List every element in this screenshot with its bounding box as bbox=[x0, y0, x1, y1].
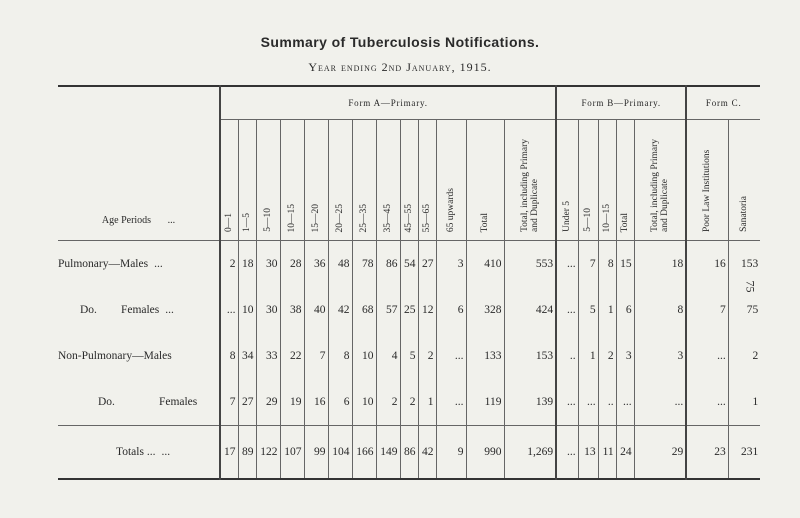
table-cell: 149 bbox=[376, 426, 400, 480]
column-header-label: 5—10 bbox=[583, 208, 594, 232]
column-header bbox=[634, 120, 686, 241]
table-cell: 8 bbox=[598, 241, 616, 288]
form-b-header: Form B—Primary. bbox=[556, 86, 686, 120]
column-header-label: Total, including Primary and Duplicate bbox=[519, 138, 540, 232]
column-header-label: 10—15 bbox=[602, 203, 613, 232]
column-header bbox=[466, 120, 504, 241]
table-cell: 86 bbox=[400, 426, 418, 480]
table-cell: 22 bbox=[280, 333, 304, 379]
table-cell: 3 bbox=[634, 333, 686, 379]
table-cell: 153 bbox=[728, 241, 760, 288]
group-header-row bbox=[58, 86, 760, 120]
column-header-label: 15—20 bbox=[311, 203, 321, 232]
table-cell: 7 bbox=[304, 333, 328, 379]
table-cell: 89 bbox=[238, 426, 256, 480]
column-header bbox=[578, 120, 598, 241]
column-header bbox=[598, 120, 616, 241]
table-cell: 139 bbox=[504, 379, 556, 426]
column-header-label: 1—5 bbox=[242, 213, 252, 232]
table-cell: 10 bbox=[352, 379, 376, 426]
column-header bbox=[220, 120, 238, 241]
table-cell: 5 bbox=[578, 287, 598, 333]
table-cell: 7 bbox=[686, 287, 728, 333]
table-cell: 27 bbox=[238, 379, 256, 426]
page-number: 75 bbox=[743, 280, 758, 293]
column-header bbox=[728, 120, 760, 241]
table-cell: 42 bbox=[418, 426, 436, 480]
column-header bbox=[376, 120, 400, 241]
table-cell: 1 bbox=[578, 333, 598, 379]
table-cell: 328 bbox=[466, 287, 504, 333]
table-cell: 25 bbox=[400, 287, 418, 333]
row-label: Non-Pulmonary—Males bbox=[58, 350, 172, 362]
table-cell: 9 bbox=[436, 426, 466, 480]
table-cell: 166 bbox=[352, 426, 376, 480]
column-header-label: Under 5 bbox=[562, 201, 573, 232]
table-cell: 68 bbox=[352, 287, 376, 333]
table-cell: 4 bbox=[376, 333, 400, 379]
table-cell: ... bbox=[578, 379, 598, 426]
table-cell: 42 bbox=[328, 287, 352, 333]
column-header-label: Total bbox=[620, 212, 631, 232]
column-header bbox=[504, 120, 556, 241]
row-label: Do. Females bbox=[98, 396, 198, 408]
table-cell: 424 bbox=[504, 287, 556, 333]
tuberculosis-table bbox=[58, 85, 760, 480]
table-cell: 5 bbox=[400, 333, 418, 379]
row-label: Totals ... ... bbox=[58, 426, 220, 480]
column-header bbox=[280, 120, 304, 241]
column-header-label: 20—25 bbox=[335, 203, 345, 232]
table-cell: 30 bbox=[256, 241, 280, 288]
table-cell: 553 bbox=[504, 241, 556, 288]
table-cell: 29 bbox=[634, 426, 686, 480]
table-cell: 2 bbox=[418, 333, 436, 379]
table-row bbox=[58, 333, 760, 379]
table-cell: 990 bbox=[466, 426, 504, 480]
table-cell: 1,269 bbox=[504, 426, 556, 480]
table-cell: ... bbox=[436, 333, 466, 379]
column-header bbox=[352, 120, 376, 241]
column-header-label: Poor Law Institutions bbox=[702, 149, 713, 232]
table-cell: 2 bbox=[598, 333, 616, 379]
table-cell: 7 bbox=[578, 241, 598, 288]
column-header-label: 25—35 bbox=[359, 203, 369, 232]
column-header bbox=[556, 120, 578, 241]
table-cell: 13 bbox=[578, 426, 598, 480]
table-cell: 78 bbox=[352, 241, 376, 288]
table-cell: 48 bbox=[328, 241, 352, 288]
table-cell: 19 bbox=[280, 379, 304, 426]
column-header bbox=[436, 120, 466, 241]
table-cell: 57 bbox=[376, 287, 400, 333]
table-cell: .. bbox=[556, 333, 578, 379]
table-cell: 8 bbox=[634, 287, 686, 333]
table-cell: 107 bbox=[280, 426, 304, 480]
table-cell: ... bbox=[220, 287, 238, 333]
table-cell: 119 bbox=[466, 379, 504, 426]
table-cell: 2 bbox=[728, 333, 760, 379]
table-cell: 27 bbox=[418, 241, 436, 288]
totals-row bbox=[58, 426, 760, 480]
table-cell: 23 bbox=[686, 426, 728, 480]
column-header bbox=[304, 120, 328, 241]
table-cell: 40 bbox=[304, 287, 328, 333]
column-header-label: 0—1 bbox=[224, 213, 235, 232]
table-cell: 231 bbox=[728, 426, 760, 480]
column-header bbox=[616, 120, 634, 241]
table-cell: 2 bbox=[376, 379, 400, 426]
table-cell: 29 bbox=[256, 379, 280, 426]
table-cell: ... bbox=[556, 241, 578, 288]
table-cell: 28 bbox=[280, 241, 304, 288]
table-cell: 2 bbox=[400, 379, 418, 426]
table-cell: 8 bbox=[328, 333, 352, 379]
table-row bbox=[58, 241, 760, 288]
column-header-label: 35—45 bbox=[383, 203, 393, 232]
table-cell: 1 bbox=[598, 287, 616, 333]
table-cell: 30 bbox=[256, 287, 280, 333]
row-label: Pulmonary—Males ... bbox=[58, 258, 163, 270]
table-cell: 38 bbox=[280, 287, 304, 333]
table-cell: 16 bbox=[304, 379, 328, 426]
column-header-label: 5—10 bbox=[263, 208, 273, 232]
column-header-label: 10—15 bbox=[287, 203, 297, 232]
table-cell: ... bbox=[556, 287, 578, 333]
table-cell: ... bbox=[616, 379, 634, 426]
table-cell: 34 bbox=[238, 333, 256, 379]
column-header-label: 65 upwards bbox=[446, 187, 456, 232]
table-cell: 36 bbox=[304, 241, 328, 288]
age-periods-header: Age Periods ... bbox=[58, 86, 220, 241]
table-cell: ... bbox=[436, 379, 466, 426]
table-cell: 17 bbox=[220, 426, 238, 480]
table-cell: 10 bbox=[352, 333, 376, 379]
table-cell: 18 bbox=[238, 241, 256, 288]
table-cell: 33 bbox=[256, 333, 280, 379]
column-header bbox=[328, 120, 352, 241]
column-header bbox=[400, 120, 418, 241]
table-cell: 1 bbox=[418, 379, 436, 426]
table-cell: 153 bbox=[504, 333, 556, 379]
table-cell: 16 bbox=[686, 241, 728, 288]
table-cell: 75 bbox=[728, 287, 760, 333]
form-c-header: Form C. bbox=[686, 86, 760, 120]
table-row bbox=[58, 287, 760, 333]
table-cell: ... bbox=[634, 379, 686, 426]
table-cell: 104 bbox=[328, 426, 352, 480]
table-cell: 12 bbox=[418, 287, 436, 333]
table-cell: 410 bbox=[466, 241, 504, 288]
table-cell: ... bbox=[686, 379, 728, 426]
table-cell: 133 bbox=[466, 333, 504, 379]
table-cell: .. bbox=[598, 379, 616, 426]
column-header-label: 45—55 bbox=[404, 203, 414, 232]
table-cell: 86 bbox=[376, 241, 400, 288]
table-cell: 2 bbox=[220, 241, 238, 288]
table-cell: 99 bbox=[304, 426, 328, 480]
table-cell: 122 bbox=[256, 426, 280, 480]
table-cell: 24 bbox=[616, 426, 634, 480]
column-header bbox=[238, 120, 256, 241]
form-a-header: Form A—Primary. bbox=[220, 86, 556, 120]
column-header-label: Sanatoria bbox=[739, 196, 750, 232]
row-label: Do. Females ... bbox=[80, 304, 174, 316]
table-cell: 6 bbox=[616, 287, 634, 333]
table-cell: 6 bbox=[328, 379, 352, 426]
column-header-label: 55—65 bbox=[422, 203, 432, 232]
table-cell: 10 bbox=[238, 287, 256, 333]
page-subtitle: Year ending 2nd January, 1915. bbox=[308, 60, 492, 74]
column-header bbox=[686, 120, 728, 241]
table-row bbox=[58, 379, 760, 426]
page-title: Summary of Tuberculosis Notifications. bbox=[260, 34, 540, 50]
table-cell: 6 bbox=[436, 287, 466, 333]
column-header bbox=[418, 120, 436, 241]
table-cell: 18 bbox=[634, 241, 686, 288]
table-cell: 1 bbox=[728, 379, 760, 426]
column-header-label: Total, including Primary and Duplicate bbox=[649, 138, 670, 232]
table-cell: 3 bbox=[436, 241, 466, 288]
table-cell: ... bbox=[556, 426, 578, 480]
column-header bbox=[256, 120, 280, 241]
table-cell: 7 bbox=[220, 379, 238, 426]
table-cell: ... bbox=[556, 379, 578, 426]
table-cell: 15 bbox=[616, 241, 634, 288]
column-header-label: Total bbox=[480, 212, 490, 232]
table-cell: 11 bbox=[598, 426, 616, 480]
table-cell: ... bbox=[686, 333, 728, 379]
table-cell: 8 bbox=[220, 333, 238, 379]
table-cell: 3 bbox=[616, 333, 634, 379]
table-cell: 54 bbox=[400, 241, 418, 288]
